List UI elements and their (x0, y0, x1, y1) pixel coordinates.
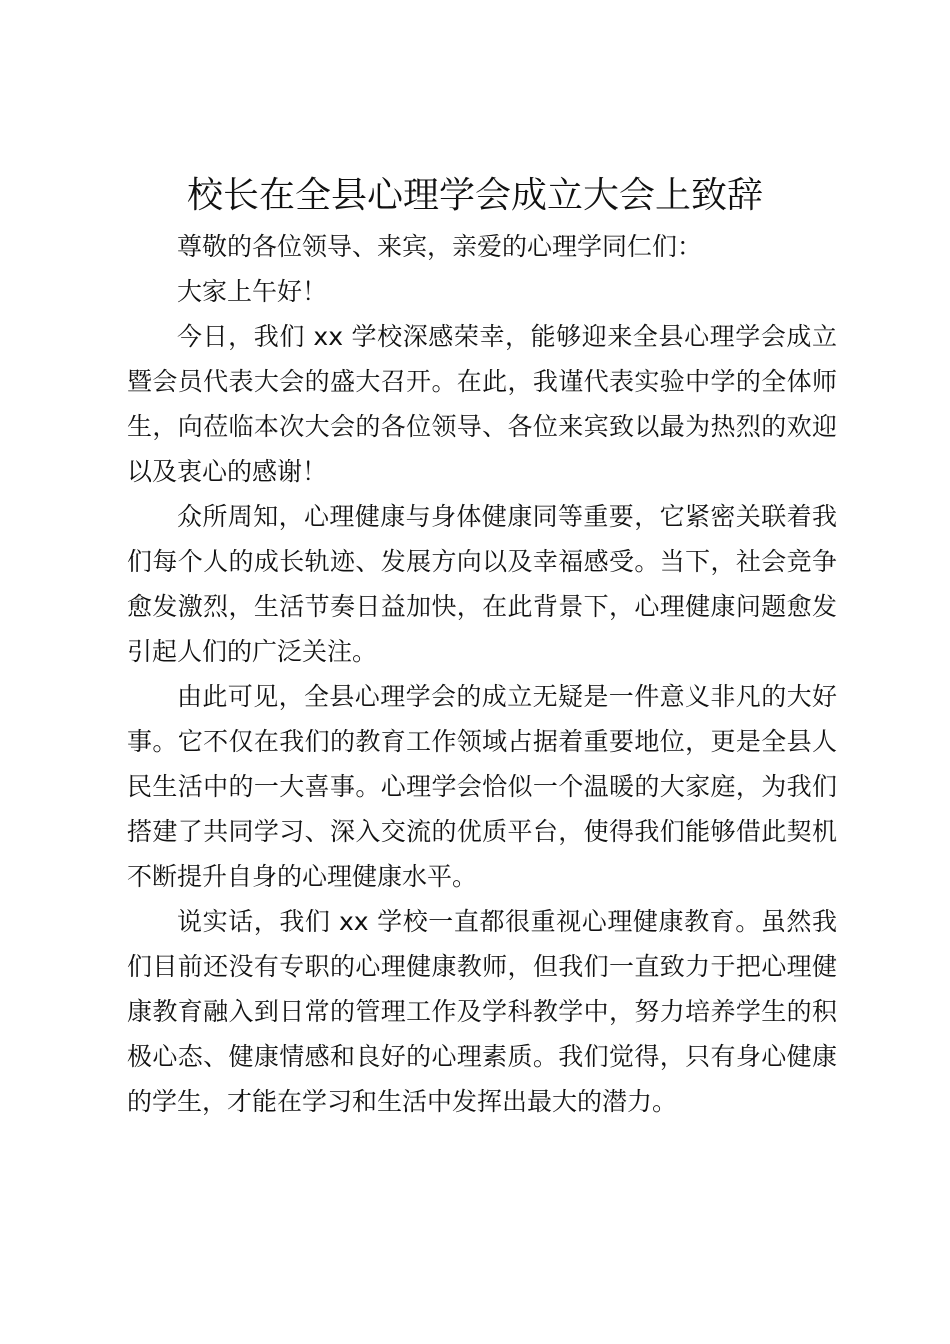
salutation-paragraph: 尊敬的各位领导、来宾，亲爱的心理学同仁们： (177, 232, 703, 261)
document-body (127, 224, 837, 1124)
body-paragraph: 由此可见，全县心理学会的成立无疑是一件意义非凡的大好事。它不仅在我们的教育工作领域占据着重要地位，更是全县人民生活中的一大喜事。心理学会恰似一个温暖的大家庭，为我们搭建了共同学习、深入交流的优质平台，使得我们能够借此契机不断提升自身的心理健康水平。 (127, 682, 837, 891)
greeting-paragraph: 大家上午好！ (177, 277, 328, 306)
body-paragraph: 今日，我们 xx 学校深感荣幸，能够迎来全县心理学会成立暨会员代表大会的盛大召开。在此，我谨代表实验中学的全体师生，向莅临本次大会的各位领导、各位来宾致以最为热烈的欢迎以及衷心的感谢！ (127, 322, 837, 486)
body-paragraph: 众所周知，心理健康与身体健康同等重要，它紧密关联着我们每个人的成长轨迹、发展方向以及幸福感受。当下，社会竞争愈发激烈，生活节奏日益加快，在此背景下，心理健康问题愈发引起人们的广泛关注。 (127, 502, 837, 666)
document-title: 校长在全县心理学会成立大会上致辞 (186, 175, 763, 216)
body-paragraph: 说实话，我们 xx 学校一直都很重视心理健康教育。虽然我们目前还没有专职的心理健康教师，但我们一直致力于把心理健康教育融入到日常的管理工作及学科教学中，努力培养学生的积极心态、健康情感和良好的心理素质。我们觉得，只有身心健康的学生，才能在学习和生活中发挥出最大的潜力。 (127, 907, 837, 1116)
